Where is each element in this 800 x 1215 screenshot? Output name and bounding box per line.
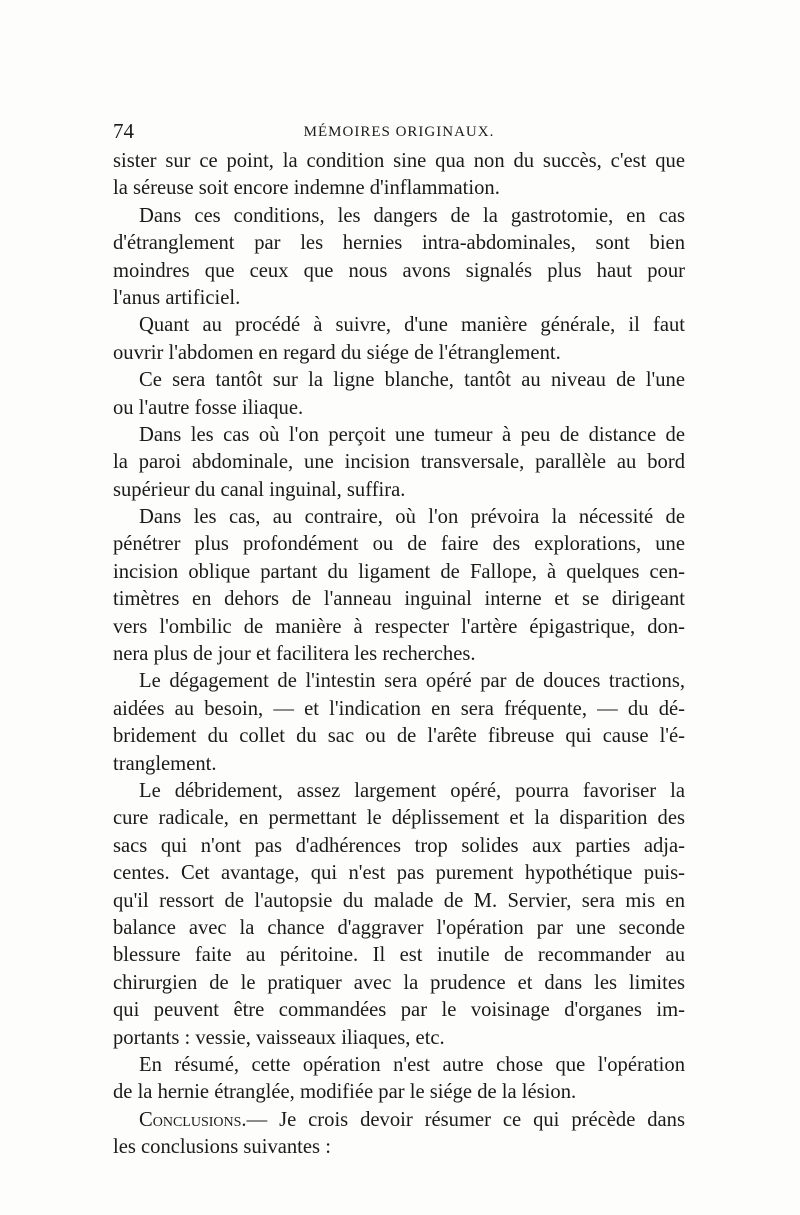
text-line: nera plus de jour et facilitera les recherches. (113, 643, 476, 666)
text-line: ou l'autre fosse iliaque. (113, 396, 304, 419)
text-line: cure radicale, en permettant le déplissement et la disparition des (113, 807, 685, 830)
text-line: centes. Cet avantage, qui n'est pas purement hypothétique puis- (113, 862, 685, 885)
text-line: l'anus artificiel. (113, 286, 241, 309)
text-line: supérieur du canal inguinal, suffira. (113, 478, 406, 501)
text-line: bridement du collet du sac ou de l'arête fibreuse qui cause l'é- (113, 725, 685, 748)
text-line: aidées au besoin, — et l'indication en sera fréquente, — du dé- (113, 697, 685, 720)
text-line: d'étranglement par les hernies intra-abdominales, sont bien (113, 232, 685, 255)
text-line: balance avec la chance d'aggraver l'opération par une seconde (113, 916, 685, 939)
running-head: MÉMOIRES ORIGINAUX. (303, 124, 495, 140)
text-line: de la hernie étranglée, modifiée par le siége de la lésion. (113, 1081, 577, 1104)
text-line: ouvrir l'abdomen en regard du siége de l'étranglement. (113, 341, 561, 364)
text-line: qui peuvent être commandées par le voisinage d'organes im- (113, 999, 685, 1022)
text-line: Dans ces conditions, les dangers de la gastrotomie, en cas (139, 204, 685, 227)
text-line: sister sur ce point, la condition sine qua non du succès, c'est que (113, 150, 685, 172)
text-line: tranglement. (113, 752, 217, 775)
text-line: chirurgien de le pratiquer avec la prudence et dans les limites (113, 971, 685, 994)
text-line: moindres que ceux que nous avons signalés plus haut pour (113, 259, 685, 282)
page-number: 74 (113, 119, 134, 143)
text-line: pénétrer plus profondément ou de faire des explorations, une (113, 533, 685, 556)
page-header (113, 118, 685, 144)
text-line: la séreuse soit encore indemne d'inflammation. (113, 177, 500, 200)
text-line: Dans les cas où l'on perçoit une tumeur à peu de distance de (139, 423, 685, 446)
conclusion-label: Conclusions. (139, 1108, 247, 1131)
text-line: En résumé, cette opération n'est autre chose que l'opération (139, 1053, 685, 1076)
text-line: incision oblique partant du ligament de Fallope, à quelques cen- (113, 560, 685, 583)
text-line: Quant au procédé à suivre, d'une manière générale, il faut (139, 314, 685, 337)
conclusion-line (113, 1107, 685, 1134)
text-line: Le débridement, assez largement opéré, pourra favoriser la (139, 779, 685, 802)
conclusion-line: les conclusions suivantes : (113, 1136, 331, 1159)
text-line: sacs qui n'ont pas d'adhérences trop solides aux parties adja- (113, 834, 685, 857)
body-text (113, 148, 685, 1161)
text-line: la paroi abdominale, une incision transversale, parallèle au bord (113, 451, 685, 474)
text-line: Dans les cas, au contraire, où l'on prévoira la nécessité de (139, 506, 685, 529)
text-line: vers l'ombilic de manière à respecter l'artère épigastrique, don- (113, 615, 685, 638)
text-line: Ce sera tantôt sur la ligne blanche, tantôt au niveau de l'une (139, 369, 685, 392)
text-line: timètres en dehors de l'anneau inguinal interne et se dirigeant (113, 588, 685, 611)
text-line: qu'il ressort de l'autopsie du malade de M. Servier, sera mis en (113, 889, 685, 912)
conclusion-text: — Je crois devoir résumer ce qui précède dans (246, 1108, 685, 1131)
text-line: blessure faite au péritoine. Il est inutile de recommander au (113, 944, 685, 967)
text-line: Le dégagement de l'intestin sera opéré par de douces tractions, (139, 670, 685, 693)
text-line: portants : vessie, vaisseaux iliaques, etc. (113, 1026, 445, 1049)
